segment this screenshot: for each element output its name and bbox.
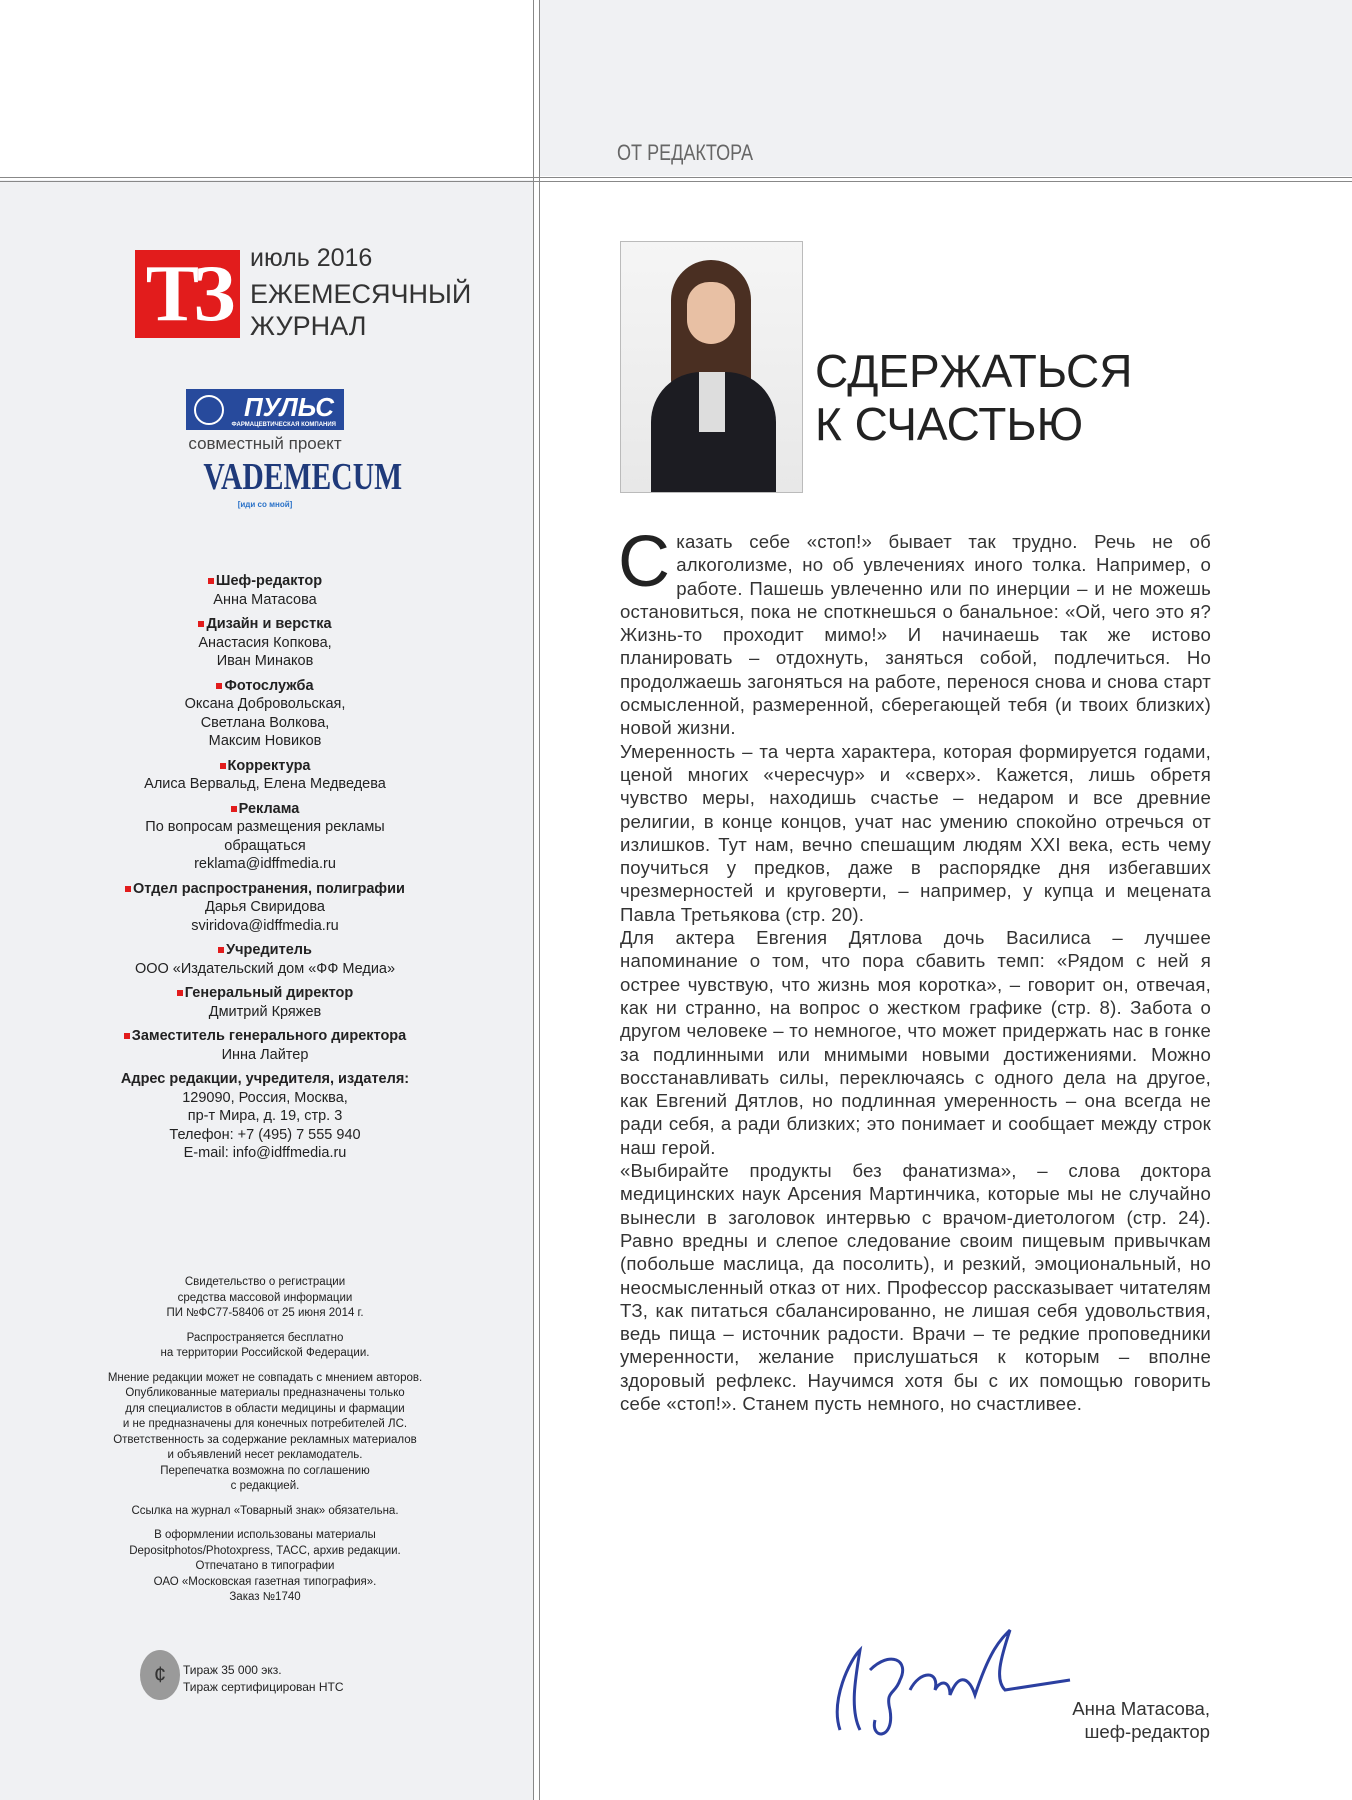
puls-subtitle: ФАРМАЦЕВТИЧЕСКАЯ КОМПАНИЯ bbox=[231, 422, 336, 428]
magazine-type bbox=[250, 278, 471, 342]
credit-name: Дмитрий Кряжев bbox=[208, 1003, 322, 1020]
type-line: ЖУРНАЛ bbox=[250, 311, 367, 341]
address-line: E-mail: info@idffmedia.ru bbox=[183, 1145, 347, 1161]
divider bbox=[533, 0, 534, 1800]
puls-name: ПУЛЬС bbox=[243, 392, 334, 422]
credit-role: Учредитель bbox=[70, 941, 460, 960]
title-line: СДЕРЖАТЬСЯ bbox=[815, 345, 1133, 397]
credit-name: обращаться bbox=[224, 837, 306, 854]
author-name: Анна Матасова, bbox=[1072, 1698, 1210, 1719]
credit-name: Максим Новиков bbox=[208, 733, 322, 749]
address-line: пр-т Мира, д. 19, стр. 3 bbox=[187, 1108, 343, 1124]
legal-note: В оформлении использованы материалы Depositphotos/Photoxpress, ТАСС, архив редакции. Отпечатано в типографии ОАО «Московская газетная типография». Заказ №1740 bbox=[129, 1529, 401, 1603]
circulation-count: Тираж 35 000 экз. bbox=[183, 1663, 282, 1677]
credit-name: Оксана Добровольская, bbox=[184, 696, 346, 712]
credit-role: Генеральный директор bbox=[70, 984, 460, 1003]
credit-role: Заместитель генерального директора bbox=[70, 1027, 460, 1046]
credit-name: По вопросам размещения рекламы bbox=[145, 819, 385, 835]
credit-role: Корректура bbox=[70, 757, 460, 776]
credit-name: sviridova@idffmedia.ru bbox=[191, 917, 339, 934]
credit-name: Иван Минаков bbox=[216, 653, 314, 669]
joint-project-label: совместный проект bbox=[188, 434, 342, 453]
address-heading: Адрес редакции, учредителя, издателя: bbox=[120, 1071, 410, 1087]
author-signature-text bbox=[1000, 1697, 1210, 1744]
paragraph: Для актера Евгения Дятлова дочь Василиса – лучшее напоминание о том, что пора сбавить темп: «Рядом с ней я острее чувствую, что жизнь моя коротка», – говорит он, отвечая, как ни странно, на вопрос о жестком графике (стр. 8). Забота о другом человеке – то немногое, что может придержать нас в гонке за подлинными или мнимыми новыми достижениями. Можно восстанавливать силы, переключаясь с одного дела на другое, как Евгений Дятлов, но подлинная умеренность – она всегда не ради себя, а ради близких; это понимает и сообщает между строк наш герой. bbox=[620, 927, 1211, 1158]
author-role: шеф-редактор bbox=[1084, 1721, 1210, 1743]
section-title: ОТ РЕДАКТОРА bbox=[617, 140, 753, 165]
paragraph: Умеренность – та черта характера, которая формируется годами, ценой многих «чересчур» и «сверх». Кажется, лишь обретя чувство меры, находишь счастье – недаром и все древние религии, в конце концов, учат нас умению спокойно отречься от излишков. Тут нам, вечно спешащим людям XXI века, есть чему поучиться у предков, даже в распорядке дня избегавших чрезмерностей и круговерти, – например, у купца и мецената Павла Третьякова (стр. 20). bbox=[620, 740, 1211, 925]
article-body bbox=[618, 522, 1211, 1415]
paragraph: «Выбирайте продукты без фанатизма», – слова доктора медицинских наук Арсения Мартинчика, которые мы не случайно вынесли в заголовок интервью с врачом-диетологом (стр. 24). Равно вредны и слепое следование своим пищевым привычкам (побольше маслица, да посолить), и резкий, эмоциональный, но неосмысленный отказ от них. Профессор рассказывает читателям ТЗ, как питаться сбалансированно, не лишая себя удовольствия, ведь пища – источник радости. Врачи – те редкие проповедники умеренности, желание прислушаться к которым – вполне здоровый рефлекс. Научимся хотя бы с их помощью говорить себе «стоп!». Станем пусть немного, но счастливее. bbox=[620, 1160, 1211, 1414]
paragraph bbox=[618, 522, 1211, 740]
divider bbox=[539, 0, 540, 1800]
legal-note: Свидетельство о регистрации средства массовой информации ПИ №ФС77-58406 от 25 июня 2014 г. bbox=[166, 1276, 364, 1319]
type-line: ЕЖЕМЕСЯЧНЫЙ bbox=[250, 279, 472, 309]
issue-date: июль 2016 bbox=[250, 244, 373, 272]
title-line: К СЧАСТЬЮ bbox=[815, 398, 1084, 450]
credit-name: Анастасия Копкова, bbox=[198, 634, 332, 651]
circulation bbox=[183, 1662, 344, 1696]
credits-list bbox=[70, 566, 460, 1163]
credit-role: Реклама bbox=[70, 800, 460, 819]
legal-note: Ссылка на журнал «Товарный знак» обязательна. bbox=[131, 1504, 399, 1517]
credit-name: Светлана Волкова, bbox=[200, 714, 330, 731]
paragraph-text: казать себе «стоп!» бывает так трудно. Речь не об алкоголизме, но об увлечениях иного толка. Например, о работе. Пашешь увлеченно или по инерции – и не можешь остановиться, пока не споткнешься о банальное: «Ой, чего это я? Жизнь-то проходит мимо!» И начинаешь так же истово планировать – отдохнуть, заняться собой, подлечиться. Но продолжаешь загоняться на работе, перенося снова и снова старт осмысленной, размеренной, сберегающей тебя (и твоих близких) новой жизни. bbox=[620, 531, 1211, 739]
credit-role: Фотослужба bbox=[70, 677, 460, 696]
credit-name: ООО «Издательский дом «ФФ Медиа» bbox=[134, 960, 396, 977]
circulation-cert: Тираж сертифицирован НТС bbox=[183, 1680, 344, 1694]
drop-cap: С bbox=[618, 522, 671, 602]
credit-name: Дарья Свиридова bbox=[205, 899, 325, 915]
legal-note: Распространяется бесплатно на территории Российской Федерации. bbox=[160, 1331, 370, 1359]
article-title bbox=[815, 345, 1133, 451]
credit-name: Алиса Вервальд, Елена Медведева bbox=[144, 776, 386, 792]
divider bbox=[0, 181, 1352, 182]
address-line: 129090, Россия, Москва, bbox=[182, 1089, 348, 1106]
puls-logo bbox=[186, 389, 344, 430]
credit-name: Инна Лайтер bbox=[221, 1046, 309, 1063]
credit-name: reklama@idffmedia.ru bbox=[194, 856, 336, 872]
legal-notes bbox=[70, 1275, 460, 1615]
credit-role: Шеф-редактор bbox=[70, 572, 460, 591]
divider bbox=[0, 177, 1352, 178]
certification-stamp-icon: ¢ bbox=[140, 1650, 180, 1700]
legal-note: Мнение редакции может не совпадать с мнением авторов. Опубликованные материалы предназначены только для специалистов в области медицины и фармации и не предназначены для конечных потребителей ЛС. Ответственность за содержание рекламных материалов и объявлений несет рекламодатель. Перепечатка возможна по соглашению с редакцией. bbox=[107, 1371, 423, 1492]
magazine-logo: ТЗ bbox=[135, 250, 240, 338]
credit-name: Анна Матасова bbox=[213, 591, 317, 608]
credit-role: Отдел распространения, полиграфии bbox=[70, 880, 460, 899]
pulse-icon bbox=[194, 395, 224, 425]
credit-role: Дизайн и верстка bbox=[70, 615, 460, 634]
editor-photo bbox=[620, 241, 803, 493]
address-line: Телефон: +7 (495) 7 555 940 bbox=[169, 1126, 361, 1143]
vademecum-logo: VADEMECUM bbox=[203, 456, 403, 498]
vademecum-subtitle: [иди со мной] bbox=[237, 500, 293, 509]
